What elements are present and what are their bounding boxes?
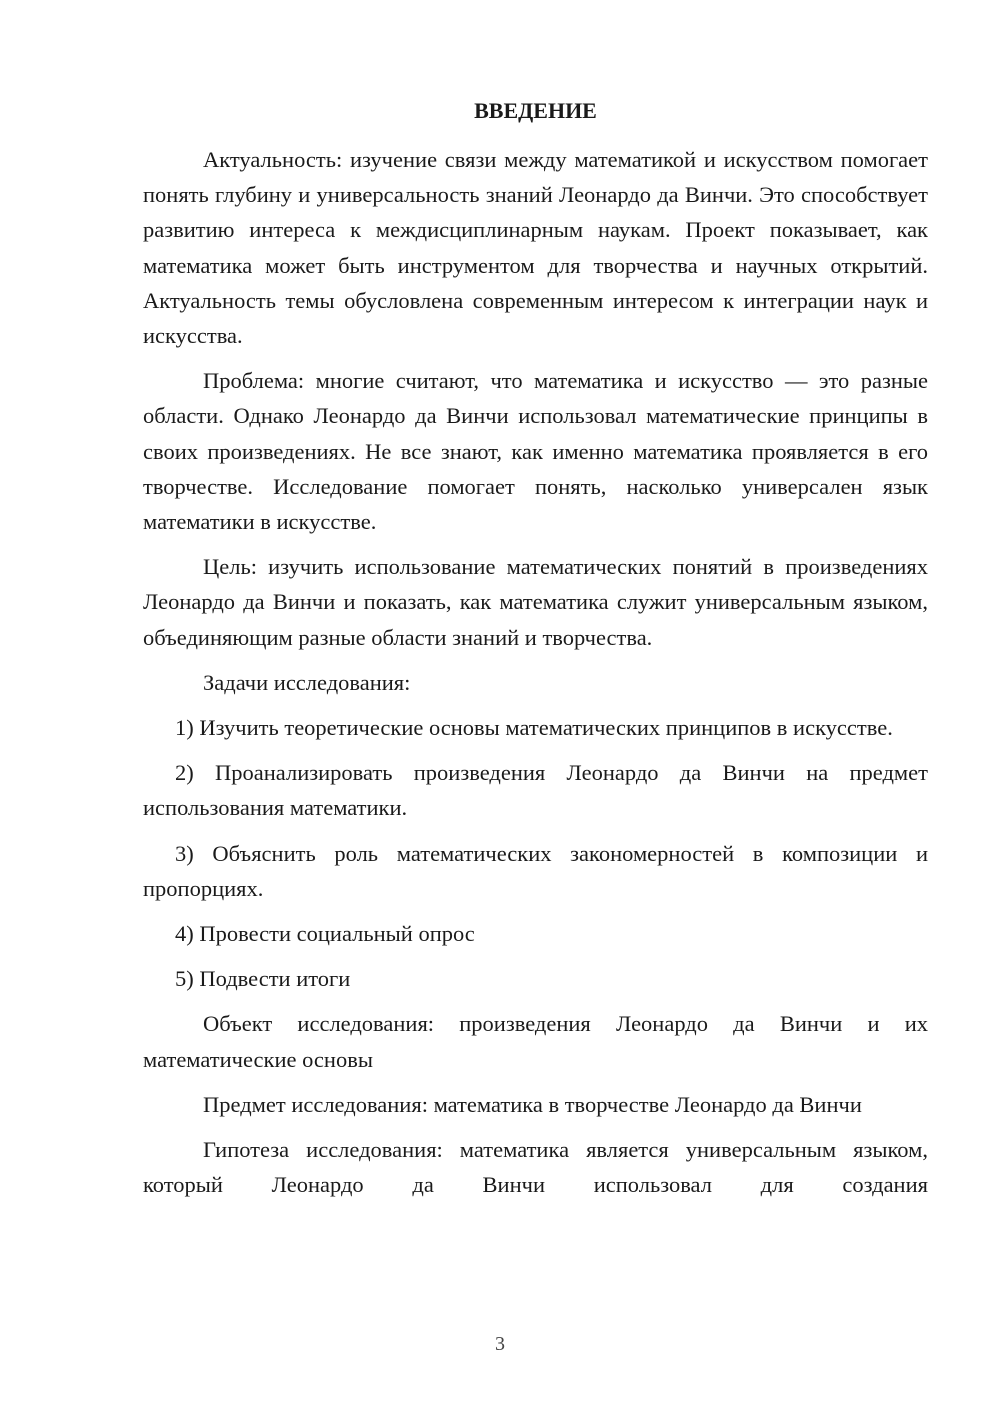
task-item-2: 2) Проанализировать произведения Леонардо да Винчи на предмет использования математики. xyxy=(143,760,928,821)
paragraph-object: Объект исследования: произведения Леонардо да Винчи и их математические основы xyxy=(143,1011,928,1072)
page-number: 3 xyxy=(495,1333,505,1355)
task-item-1: 1) Изучить теоретические основы математических принципов в искусстве. xyxy=(175,715,893,741)
paragraph-subject: Предмет исследования: математика в творчестве Леонардо да Винчи xyxy=(203,1091,862,1117)
tasks-heading: Задачи исследования: xyxy=(203,669,411,695)
task-item-3: 3) Объяснить роль математических закономерностей в композиции и пропорциях. xyxy=(143,840,928,901)
paragraph-problem: Проблема: многие считают, что математика и искусство — это разные области. Однако Леонардо да Винчи использовал математические принципы в своих произведениях. Не все знают, как именно математика проявляется в его творчестве. Исследование помогает понять, насколько универсален язык математики в искусстве. xyxy=(143,368,928,535)
paragraph-relevance: Актуальность: изучение связи между математикой и искусством помогает понять глубину и универсальность знаний Леонардо да Винчи. Это способствует развитию интереса к междисциплинарным наукам. Проект показывает, как математика может быть инструментом для творчества и научных открытий. Актуальность темы обусловлена современным интересом к интеграции наук и искусства. xyxy=(143,147,928,349)
page-title: ВВЕДЕНИЕ xyxy=(474,98,597,123)
document-body xyxy=(143,142,928,1212)
task-item-4: 4) Провести социальный опрос xyxy=(175,921,475,947)
paragraph-hypothesis: Гипотеза исследования: математика является универсальным языком, который Леонардо да Винчи использовал для создания xyxy=(143,1137,928,1198)
task-item-5: 5) Подвести итоги xyxy=(175,966,351,992)
paragraph-goal: Цель: изучить использование математических понятий в произведениях Леонардо да Винчи и показать, как математика служит универсальным языком, объединяющим разные области знаний и творчества. xyxy=(143,554,928,650)
